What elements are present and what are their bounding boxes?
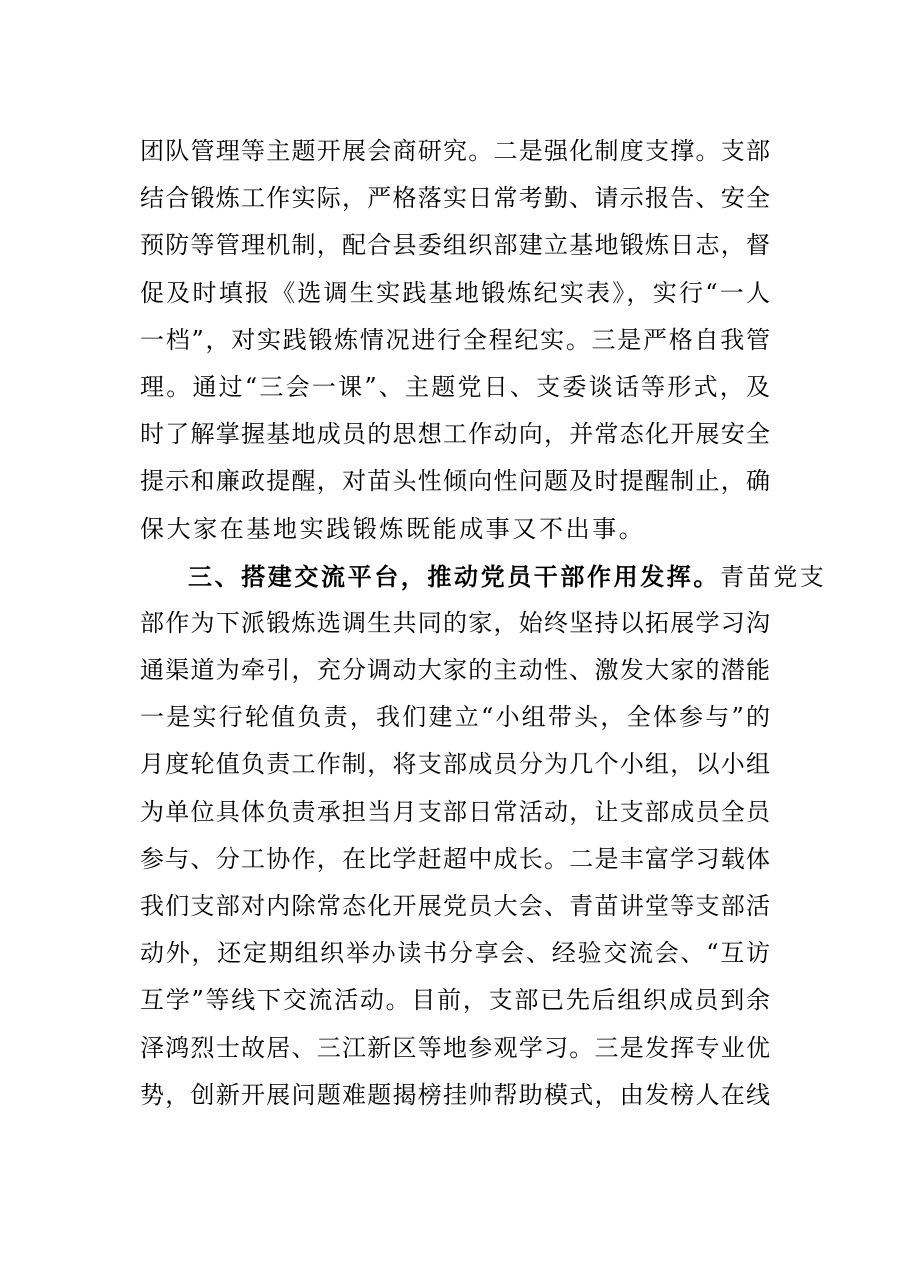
text-line: 为单位具体负责承担当月支部日常活动，让支部成员全员 <box>140 797 770 826</box>
text-line-last: 保大家在基地实践锻炼既能成事又不出事。 <box>140 514 646 543</box>
text-line: 预防等管理机制，配合县委组织部建立基地锻炼日志，督 <box>140 231 770 260</box>
text-line: 泽鸿烈士故居、三江新区等地参观学习。三是发挥专业优 <box>140 1033 770 1062</box>
text-line: 通渠道为牵引，充分调动大家的主动性、激发大家的潜能 <box>140 656 770 685</box>
text-line: 一是实行轮值负责，我们建立“小组带头，全体参与”的 <box>140 703 770 732</box>
text-line: 我们支部对内除常态化开展党员大会、青苗讲堂等支部活 <box>140 892 770 920</box>
document-body <box>140 128 827 1119</box>
text-line: 部作为下派锻炼选调生共同的家，始终坚持以拓展学习沟 <box>140 608 770 637</box>
text-line: 团队管理等主题开展会商研究。二是强化制度支撑。支部 <box>140 137 770 165</box>
text-line: 结合锻炼工作实际，严格落实日常考勤、请示报告、安全 <box>140 184 770 213</box>
section-heading-line <box>140 553 827 600</box>
text-line: 势，创新开展问题难题揭榜挂帅帮助模式，由发榜人在线 <box>140 1080 770 1109</box>
section-3-first-line-text: 青苗党支 <box>720 562 827 591</box>
text-line: 参与、分工协作，在比学赶超中成长。二是丰富学习载体 <box>140 844 770 873</box>
text-line: 理。通过“三会一课”、主题党日、支委谈话等形式，及 <box>140 372 770 401</box>
text-line: 提示和廉政提醒，对苗头性倾向性问题及时提醒制止，确 <box>140 467 770 496</box>
text-line: 一档”，对实践锻炼情况进行全程纪实。三是严格自我管 <box>140 325 770 354</box>
text-line: 互学”等线下交流活动。目前，支部已先后组织成员到余 <box>140 986 770 1015</box>
section-3-heading: 三、搭建交流平台，推动党员干部作用发挥。 <box>188 561 720 591</box>
text-line: 月度轮值负责工作制，将支部成员分为几个小组，以小组 <box>140 750 770 779</box>
text-line: 促及时填报《选调生实践基地锻炼纪实表》，实行“一人 <box>140 278 770 307</box>
text-line: 时了解掌握基地成员的思想工作动向，并常态化开展安全 <box>140 420 770 449</box>
text-line: 动外，还定期组织举办读书分享会、经验交流会、“互访 <box>140 939 770 968</box>
